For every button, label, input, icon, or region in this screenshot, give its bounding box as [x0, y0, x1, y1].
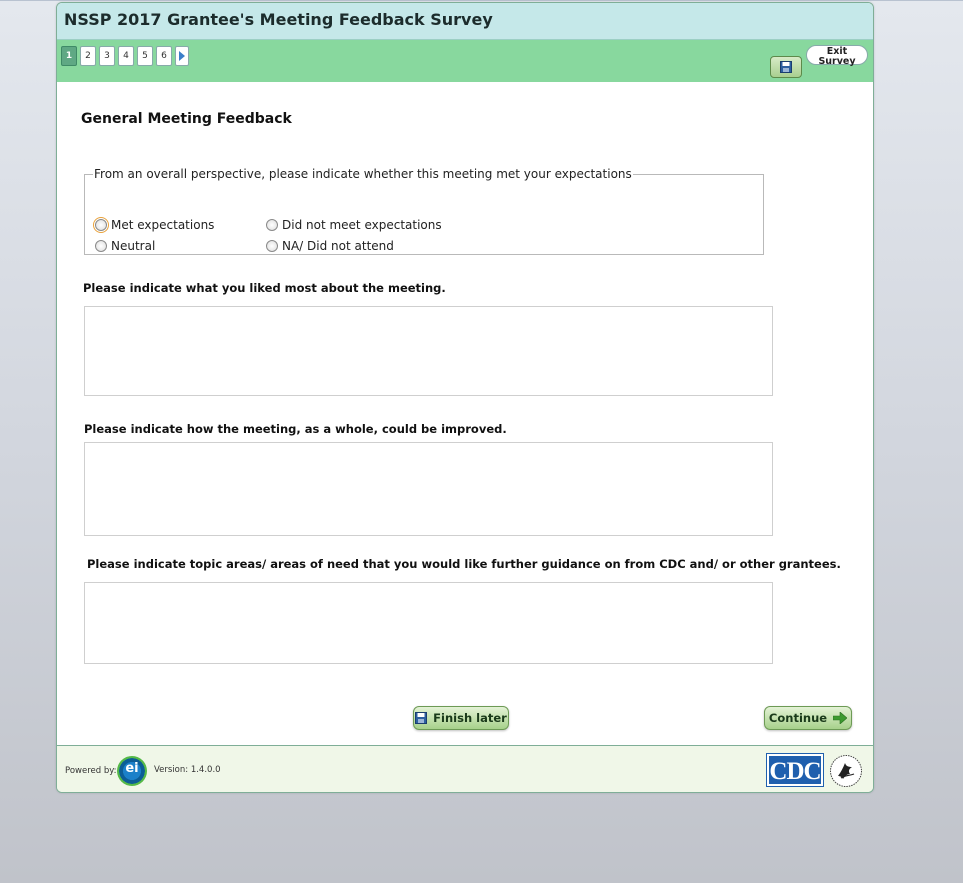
top-divider [0, 0, 963, 1]
ei-logo [117, 756, 147, 786]
radio-did-not-meet[interactable] [266, 219, 278, 231]
question-improve: Please indicate how the meeting, as a whole, could be improved. [84, 422, 507, 436]
option-neutral[interactable] [95, 239, 155, 253]
survey-container [56, 2, 874, 793]
cdc-logo: CDC [767, 754, 823, 786]
save-button[interactable] [770, 56, 802, 78]
page-5-button[interactable]: 5 [137, 46, 153, 66]
option-did-not-meet[interactable] [266, 218, 442, 232]
improve-textarea[interactable] [84, 442, 773, 536]
right-arrow-icon [833, 712, 847, 724]
guidance-textarea[interactable] [84, 582, 773, 664]
radio-met-expectations[interactable] [95, 219, 107, 231]
expectations-group [84, 167, 764, 255]
floppy-disk-icon [780, 61, 792, 73]
continue-button[interactable] [764, 706, 852, 730]
survey-title: NSSP 2017 Grantee's Meeting Feedback Survey [64, 10, 493, 29]
expectations-legend: From an overall perspective, please indicate whether this meeting met your expectations [94, 167, 632, 181]
finish-later-button[interactable] [413, 706, 509, 730]
section-title: General Meeting Feedback [81, 111, 292, 127]
option-label: Neutral [111, 239, 156, 253]
option-label: Met expectations [111, 218, 215, 232]
floppy-disk-icon [415, 712, 427, 724]
page-1-button[interactable]: 1 [61, 46, 77, 66]
page-6-button[interactable]: 6 [156, 46, 172, 66]
version-label: Version: 1.4.0.0 [154, 765, 221, 775]
page-navigation-bar [57, 40, 873, 82]
option-met-expectations[interactable] [95, 218, 214, 232]
liked-most-textarea[interactable] [84, 306, 773, 396]
radio-na-did-not-attend[interactable] [266, 240, 278, 252]
page-list [61, 46, 189, 66]
question-guidance: Please indicate topic areas/ areas of need that you would like further guidance on from CDC and/ or other grantees. [87, 557, 841, 571]
title-bar [57, 3, 873, 40]
next-page-icon[interactable] [175, 46, 189, 66]
option-na-did-not-attend[interactable] [266, 239, 394, 253]
continue-label: Continue [768, 711, 828, 725]
hhs-eagle-logo [829, 754, 863, 788]
page-4-button[interactable]: 4 [118, 46, 134, 66]
radio-neutral[interactable] [95, 240, 107, 252]
powered-by-label: Powered by: [65, 766, 117, 776]
page-2-button[interactable]: 2 [80, 46, 96, 66]
option-label: Did not meet expectations [282, 218, 442, 232]
page-3-button[interactable]: 3 [99, 46, 115, 66]
exit-survey-button[interactable]: Exit Survey [806, 45, 868, 65]
finish-later-label: Finish later [433, 711, 507, 725]
ei-logo-text: ei [125, 761, 139, 776]
footer [57, 745, 873, 793]
question-liked-most: Please indicate what you liked most about the meeting. [83, 281, 446, 295]
option-label: NA/ Did not attend [282, 239, 394, 253]
